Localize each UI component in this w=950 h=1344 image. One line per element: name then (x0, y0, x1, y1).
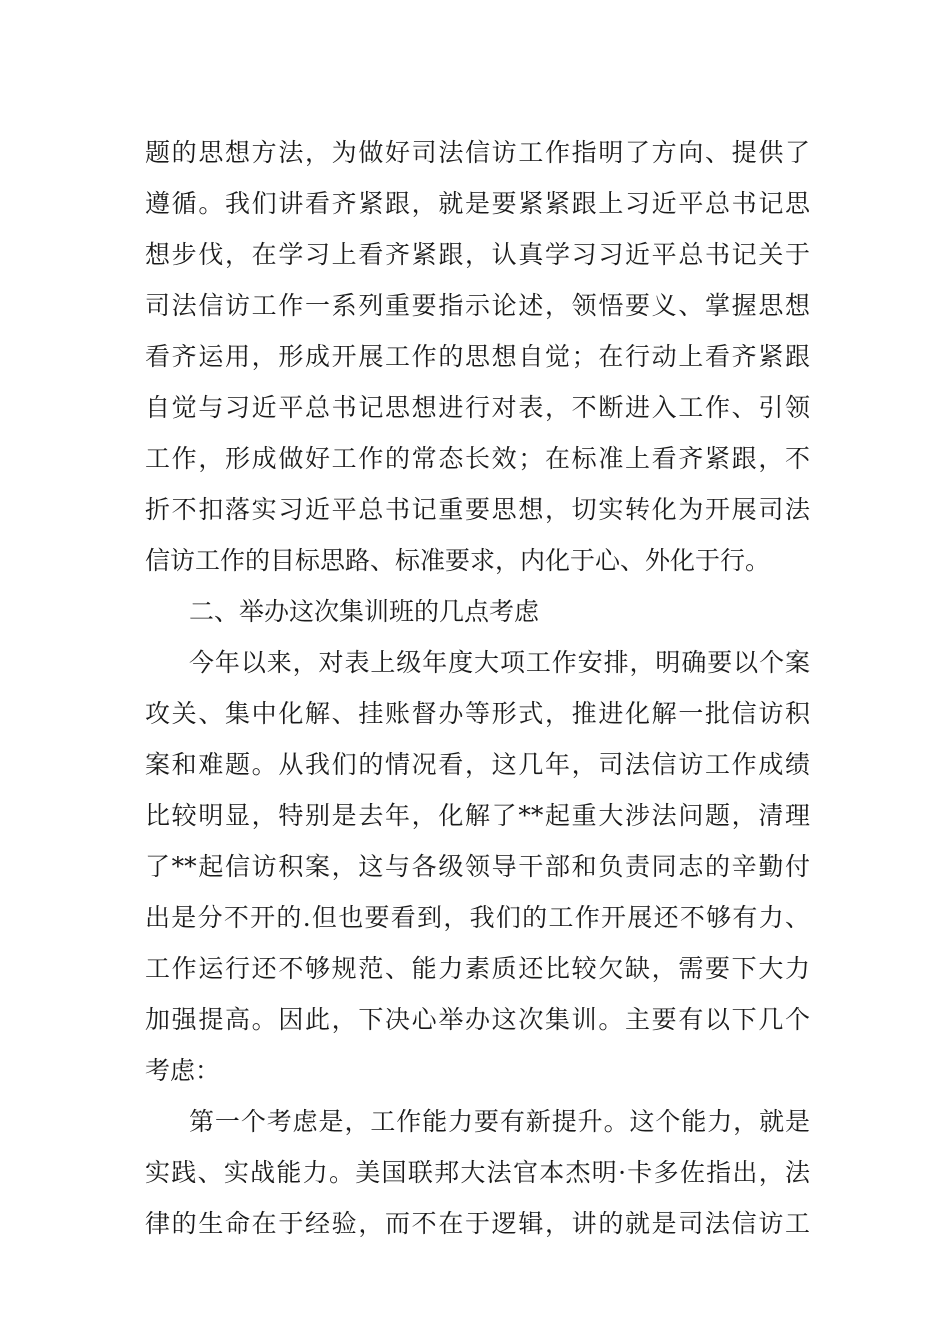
text-line: 折不扣落实习近平总书记重要思想，切实转化为开展司法 (145, 495, 810, 524)
text-line: 律的生命在于经验，而不在于逻辑，讲的就是司法信访工 (145, 1209, 810, 1238)
text-line: 第一个考虑是，工作能力要有新提升。这个能力，就是 (189, 1107, 810, 1136)
text-line: 比较明显，特别是去年，化解了**起重大涉法问题，清理 (145, 801, 810, 830)
text-line: 出是分不开的.但也要看到，我们的工作开展还不够有力、 (145, 903, 810, 932)
text-line: 工作，形成做好工作的常态长效；在标准上看齐紧跟，不 (145, 444, 810, 473)
text-line: 自觉与习近平总书记思想进行对表，不断进入工作、引领 (145, 393, 810, 422)
text-line: 工作运行还不够规范、能力素质还比较欠缺，需要下大力 (145, 954, 810, 983)
document-body (145, 127, 810, 1249)
section-heading: 二、举办这次集训班的几点考虑 (189, 597, 540, 626)
text-line: 实践、实战能力。美国联邦大法官本杰明·卡多佐指出，法 (145, 1158, 810, 1187)
text-line: 加强提高。因此，下决心举办这次集训。主要有以下几个 (145, 1005, 810, 1034)
text-line: 信访工作的目标思路、标准要求，内化于心、外化于行。 (145, 546, 771, 575)
text-line: 考虑： (145, 1056, 221, 1085)
text-line: 司法信访工作一系列重要指示论述，领悟要义、掌握思想 (145, 291, 810, 320)
text-line: 看齐运用，形成开展工作的思想自觉；在行动上看齐紧跟 (145, 342, 810, 371)
text-line: 想步伐，在学习上看齐紧跟，认真学习习近平总书记关于 (145, 240, 810, 269)
text-line: 遵循。我们讲看齐紧跟，就是要紧紧跟上习近平总书记思 (145, 189, 810, 218)
text-line: 题的思想方法，为做好司法信访工作指明了方向、提供了 (145, 138, 810, 167)
text-line: 案和难题。从我们的情况看，这几年，司法信访工作成绩 (145, 750, 810, 779)
text-line: 攻关、集中化解、挂账督办等形式，推进化解一批信访积 (145, 699, 810, 728)
text-line: 了**起信访积案，这与各级领导干部和负责同志的辛勤付 (145, 852, 810, 881)
text-line: 今年以来，对表上级年度大项工作安排，明确要以个案 (189, 648, 810, 677)
